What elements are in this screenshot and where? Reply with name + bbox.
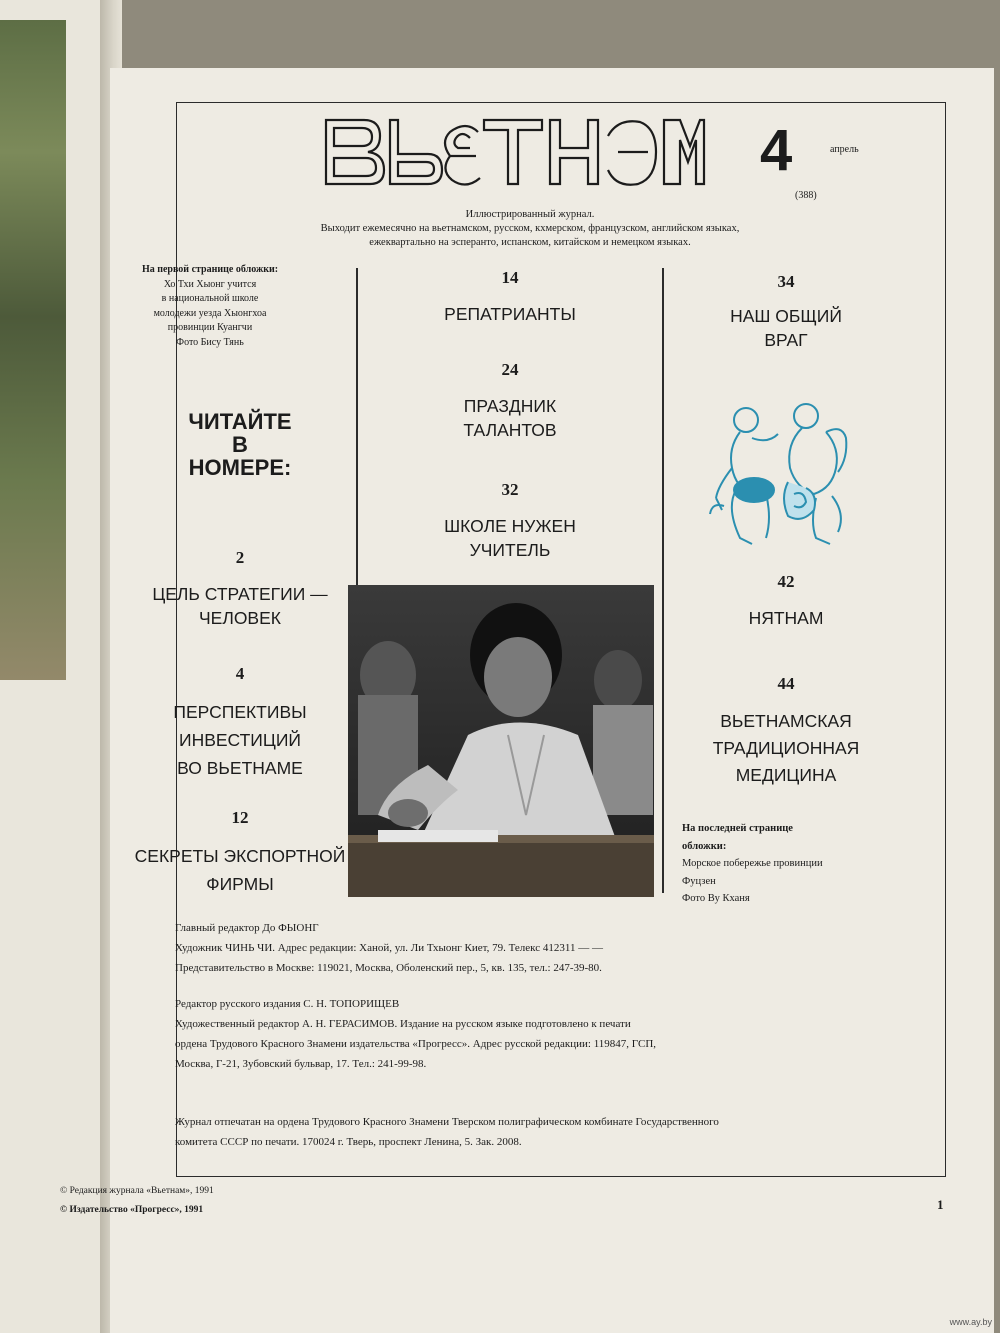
watermark: www.ay.by	[949, 1317, 992, 1327]
toc-title	[676, 708, 896, 789]
credit-line: Художественный редактор А. Н. ГЕРАСИМОВ. Издание на русском языке подготовлено к печати	[175, 1018, 631, 1030]
issue-month: апрель	[830, 144, 859, 155]
toc-title-line: ШКОЛЕ НУЖЕН	[444, 516, 576, 536]
toc-title-line: ТАЛАНТОВ	[463, 420, 557, 440]
toc-title-line: ЧЕЛОВЕК	[199, 608, 281, 628]
toc-title-line: РЕПАТРИАНТЫ	[444, 304, 576, 324]
credit-line: комитета СССР по печати. 170024 г. Тверь, проспект Ленина, 5. Зак. 2008.	[175, 1136, 522, 1148]
heading-line: ЧИТАЙТЕ	[188, 409, 292, 434]
toc-page-number: 34	[777, 272, 795, 291]
back-note-heading: На последней странице	[682, 823, 793, 834]
subtitle-line: ежеквартально на эсперанто, испанском, китайском и немецком языках.	[369, 237, 691, 248]
toc-title-line: ИНВЕСТИЦИЙ	[179, 730, 301, 750]
wrestlers-illustration	[706, 398, 864, 550]
toc-entry-4[interactable]	[120, 664, 360, 782]
issue-total-number: (388)	[795, 190, 817, 201]
toc-title-line: НАШ ОБЩИЙ	[730, 306, 842, 326]
toc-title	[676, 304, 896, 352]
toc-entry-44[interactable]	[676, 674, 896, 789]
back-note-heading: обложки:	[682, 840, 727, 852]
toc-page-number: 2	[235, 548, 245, 567]
toc-title	[120, 582, 360, 630]
left-page-edge	[0, 0, 112, 1333]
subtitle-line: Выходит ежемесячно на вьетнамском, русском, кхмерском, французском, английском языках,	[320, 223, 740, 234]
toc-page-number: 12	[231, 808, 249, 827]
cover-note-line: в национальной школе	[161, 293, 259, 304]
cover-note-line: провинции Куангчи	[167, 322, 253, 333]
credit-line: Художник ЧИНЬ ЧИ. Адрес редакции: Ханой, ул. Ли Тхыонг Киет, 79. Телекс 412311 — —	[175, 942, 603, 954]
cover-note-line: Фото Бису Тянь	[176, 336, 244, 348]
toc-entry-32[interactable]	[370, 480, 650, 562]
toc-entry-2[interactable]	[120, 548, 360, 630]
toc-page-number: 14	[501, 268, 519, 287]
toc-title-line: СЕКРЕТЫ ЭКСПОРТНОЙ	[134, 846, 346, 866]
magazine-subtitle	[250, 208, 810, 250]
heading-line: НОМЕРЕ:	[188, 455, 292, 480]
read-in-issue-heading	[140, 410, 340, 479]
toc-entry-14[interactable]	[370, 268, 650, 326]
credit-line: Редактор русского издания С. Н. ТОПОРИЩЕВ	[175, 998, 400, 1010]
cover-note-heading: На первой странице обложки:	[141, 264, 279, 275]
column-divider-right	[662, 268, 664, 893]
toc-page-number: 32	[501, 480, 519, 499]
issue-number: 4	[760, 118, 793, 183]
toc-title	[370, 394, 650, 442]
credit-line: Журнал отпечатан на ордена Трудового Красного Знамени Тверском полиграфическом комбинате Государственного	[175, 1116, 719, 1128]
cover-note-line: молодежи уезда Хыонгхоа	[153, 307, 267, 319]
student-photo	[348, 585, 654, 897]
toc-title-line: УЧИТЕЛЬ	[469, 540, 551, 560]
toc-title	[370, 514, 650, 562]
toc-title-line: НЯТНАМ	[748, 608, 824, 628]
cover-note-line: Хо Тхи Хыонг учится	[163, 278, 257, 290]
russian-edition-credits	[175, 994, 875, 1074]
toc-page-number: 4	[235, 664, 245, 683]
toc-title-line: ВО ВЬЕТНАМЕ	[177, 758, 303, 778]
toc-title-line: ФИРМЫ	[206, 874, 274, 894]
toc-page-number: 44	[777, 674, 795, 693]
toc-title-line: ВРАГ	[764, 330, 808, 350]
back-note-line: Фуцзен	[682, 875, 716, 887]
credit-line: Москва, Г-21, Зубовский бульвар, 17. Тел.: 241-99-98.	[175, 1058, 427, 1070]
page-number: 1	[937, 1197, 944, 1212]
toc-page-number: 24	[501, 360, 519, 379]
printing-credits	[175, 1112, 855, 1152]
credit-line: Представительство в Москве: 119021, Москва, Оболенский пер., 5, кв. 135, тел.: 247-39-80.	[175, 962, 602, 974]
toc-title	[120, 698, 360, 782]
toc-title-line: ПРАЗДНИК	[463, 396, 557, 416]
masthead-logo	[318, 112, 708, 192]
toc-title-line: ЦЕЛЬ СТРАТЕГИИ —	[152, 584, 328, 604]
copyright-line: © Редакция журнала «Вьетнам», 1991	[60, 1186, 214, 1196]
back-cover-note	[682, 820, 882, 908]
toc-title	[120, 842, 360, 898]
back-note-line: Морское побережье провинции	[682, 858, 823, 869]
toc-title	[370, 302, 650, 326]
toc-title-line: ВЬЕТНАМСКАЯ	[720, 711, 852, 731]
previous-page-photo	[0, 20, 66, 680]
toc-title-line: ТРАДИЦИОННАЯ	[712, 738, 860, 758]
toc-page-number: 42	[777, 572, 795, 591]
toc-entry-34[interactable]	[676, 272, 896, 352]
toc-entry-12[interactable]	[120, 808, 360, 898]
toc-entry-24[interactable]	[370, 360, 650, 442]
toc-entry-42[interactable]	[676, 572, 896, 630]
heading-line: В	[232, 432, 248, 457]
front-cover-note	[140, 263, 280, 350]
back-note-line: Фото Ву Кханя	[682, 893, 750, 904]
credit-line: Главный редактор До ФЫОНГ	[175, 922, 319, 934]
editorial-credits	[175, 918, 875, 978]
subtitle-line: Иллюстрированный журнал.	[465, 209, 595, 220]
toc-title-line: ПЕРСПЕКТИВЫ	[173, 702, 307, 722]
toc-title	[676, 606, 896, 630]
credit-line: ордена Трудового Красного Знамени издательства «Прогресс». Адрес русской редакции: 119847, ГСП,	[175, 1038, 657, 1050]
toc-title-line: МЕДИЦИНА	[735, 765, 837, 785]
copyright-line: © Издательство «Прогресс», 1991	[60, 1205, 204, 1215]
